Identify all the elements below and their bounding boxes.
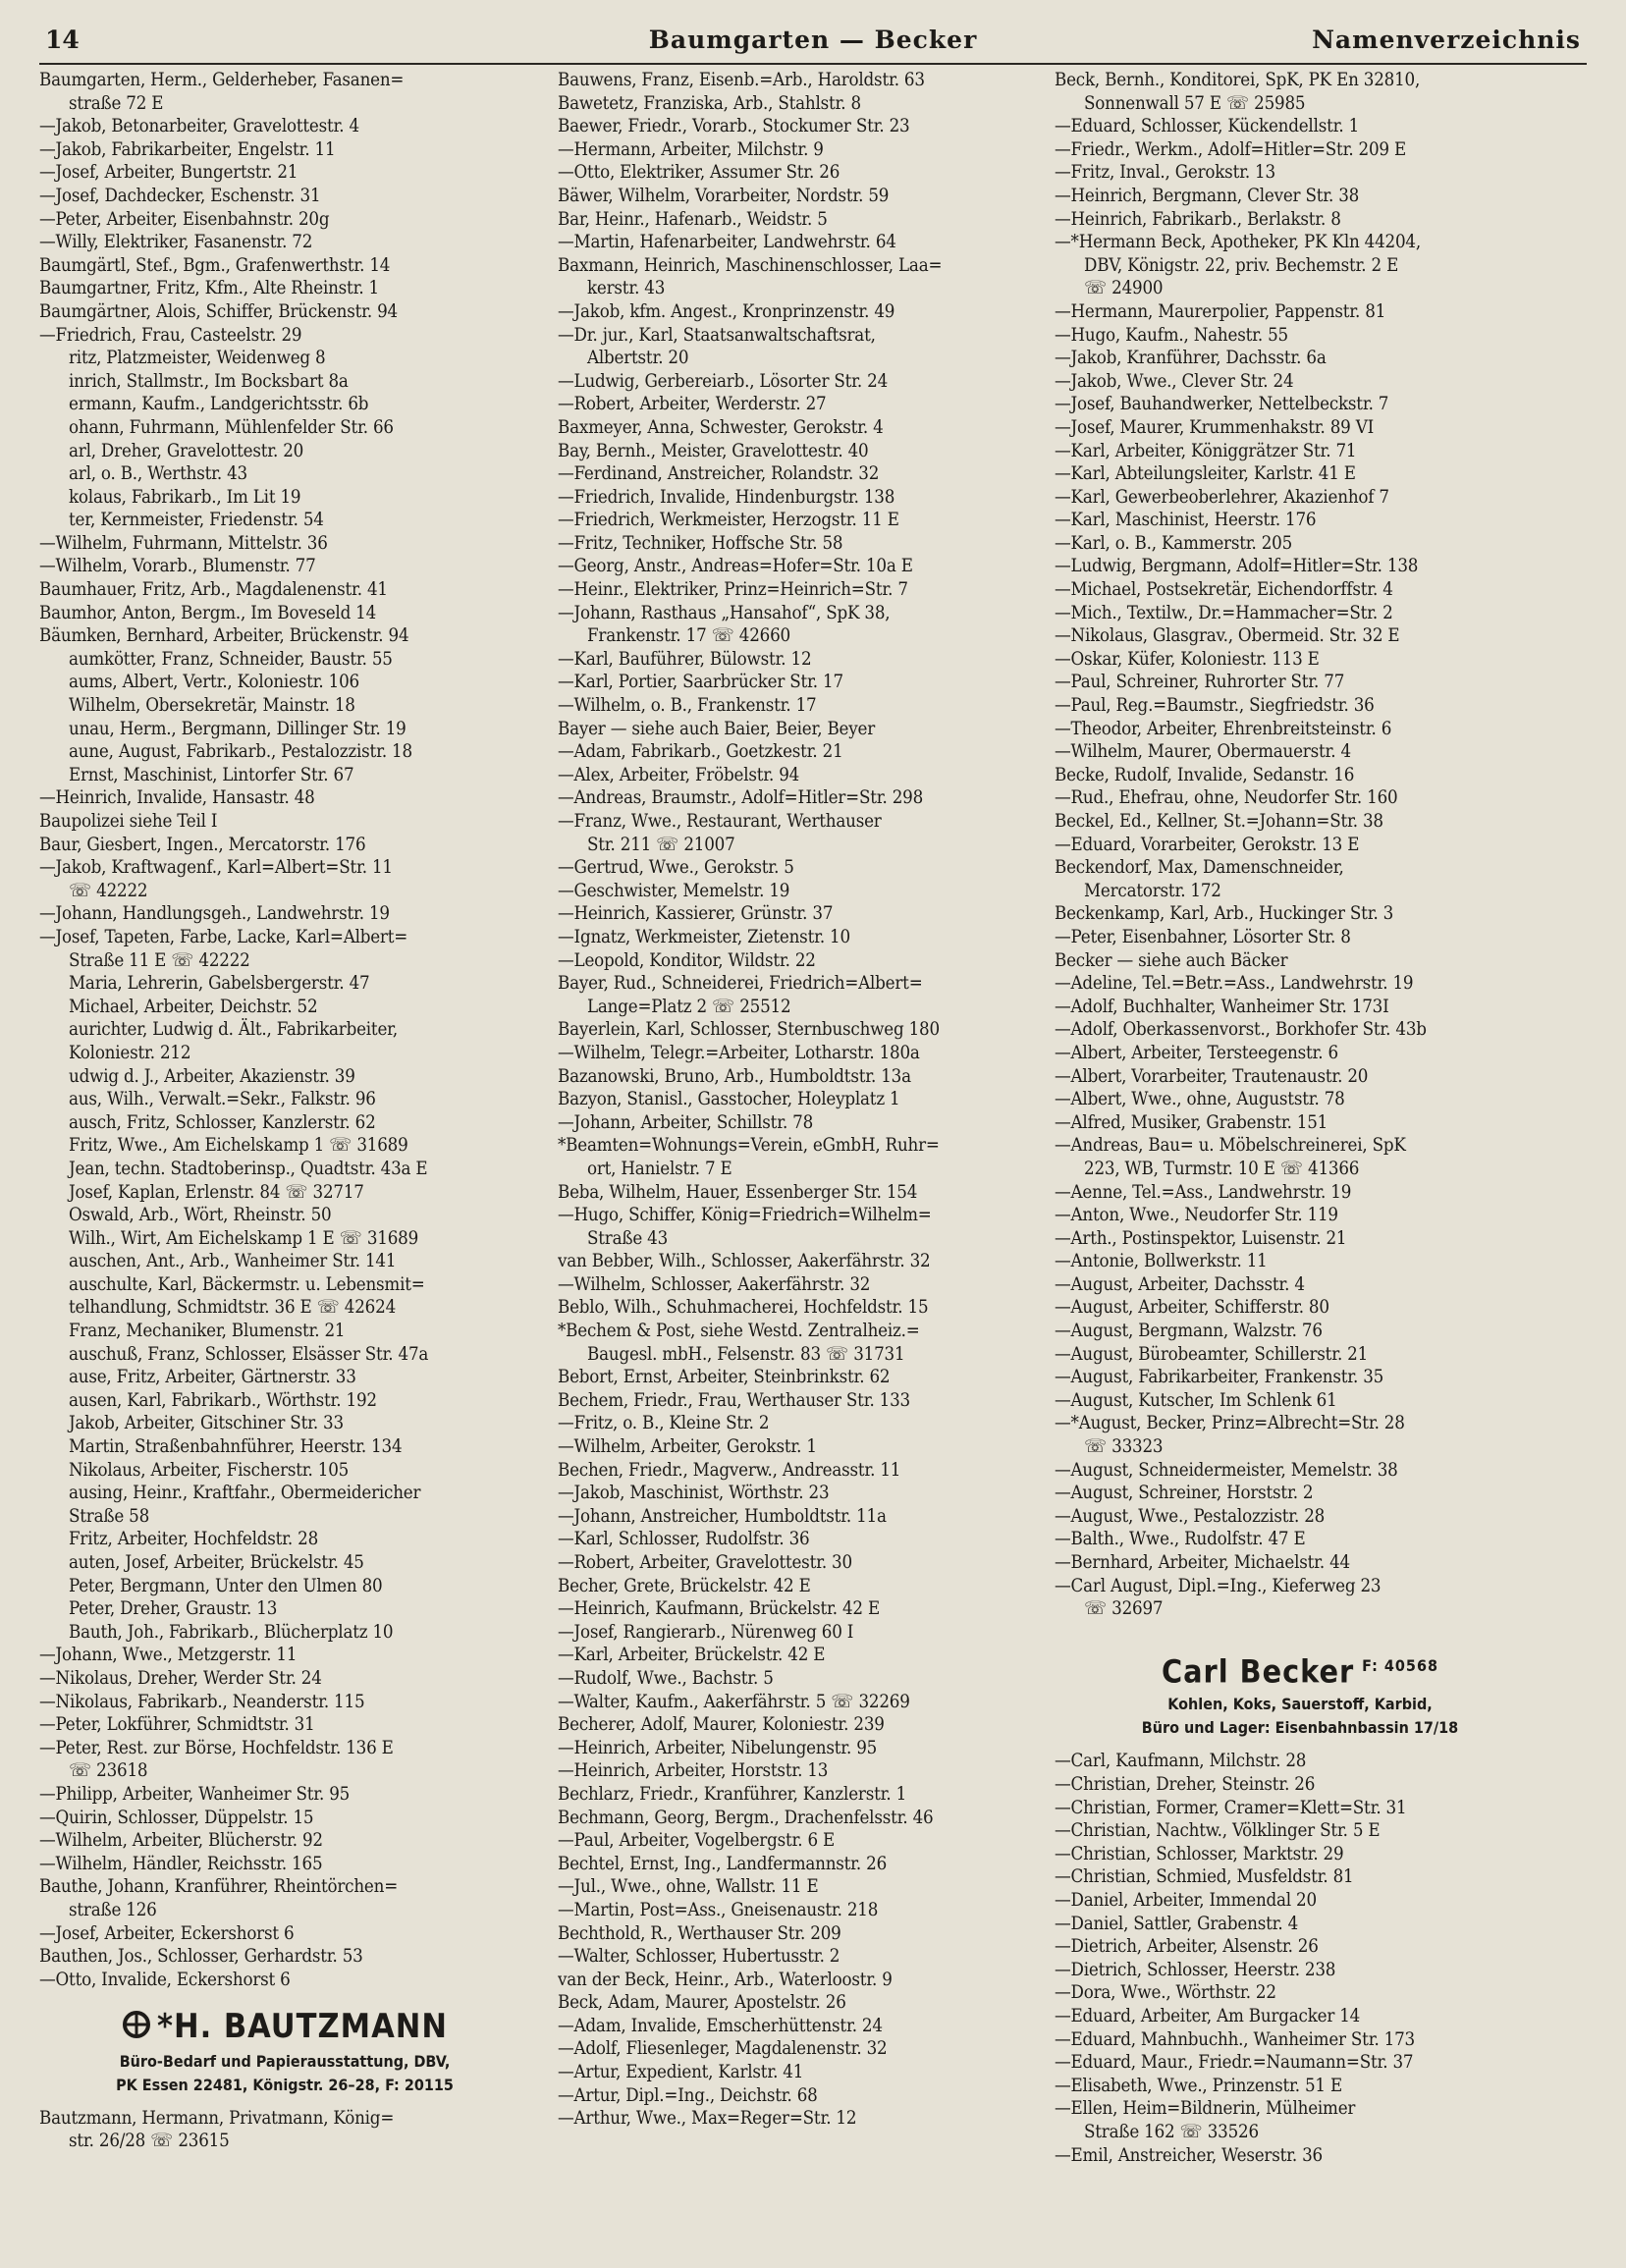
directory-entry: —Ignatz, Werkmeister, Zietenstr. 10: [558, 926, 850, 947]
directory-entry: —August, Kutscher, Im Schlenk 61: [1055, 1389, 1337, 1411]
directory-entry: —Antonie, Bollwerkstr. 11: [1055, 1251, 1268, 1272]
directory-entry: Bauthen, Jos., Schlosser, Gerhardstr. 53: [39, 1946, 363, 1968]
directory-entry: Beba, Wilhelm, Hauer, Essenberger Str. 154: [558, 1181, 918, 1203]
directory-entry: —Josef, Rangierarb., Nürenweg 60 I: [558, 1621, 854, 1643]
directory-entry: Bäumken, Bernhard, Arbeiter, Brückenstr. 94: [39, 625, 409, 647]
directory-entry: ☏ 32697: [1084, 1598, 1164, 1620]
directory-entry: —Heinrich, Arbeiter, Horststr. 13: [558, 1760, 829, 1782]
directory-entry: —Dora, Wwe., Wörthstr. 22: [1055, 1982, 1276, 2004]
directory-entry: Bechen, Friedr., Magverw., Andreasstr. 11: [558, 1459, 901, 1481]
directory-entry: —Karl, Arbeiter, Königgrätzer Str. 71: [1055, 440, 1357, 461]
directory-entry: Bawetetz, Franziska, Arb., Stahlstr. 8: [558, 92, 861, 114]
directory-entry: —Ludwig, Gerbereiarb., Lösorter Str. 24: [558, 370, 889, 392]
directory-entry: Bechthold, R., Werthauser Str. 209: [558, 1922, 841, 1944]
directory-entry: —Karl, Bauführer, Bülowstr. 12: [558, 648, 812, 670]
directory-column-3: [1055, 69, 1545, 2258]
directory-entry: Bechem, Friedr., Frau, Werthauser Str. 133: [558, 1389, 910, 1411]
directory-entry: aumkötter, Franz, Schneider, Baustr. 55: [69, 648, 393, 670]
directory-entry: —Quirin, Schlosser, Düppelstr. 15: [39, 1807, 314, 1828]
directory-entry: Becke, Rudolf, Invalide, Sedanstr. 16: [1055, 764, 1355, 785]
directory-entry: —Robert, Arbeiter, Gravelottestr. 30: [558, 1552, 852, 1573]
directory-entry: Straße 58: [69, 1505, 150, 1527]
directory-entry: Josef, Kaplan, Erlenstr. 84 ☏ 32717: [69, 1181, 364, 1203]
directory-entry: —Nikolaus, Dreher, Werder Str. 24: [39, 1667, 322, 1689]
directory-entry: van Bebber, Wilh., Schlosser, Aakerfährstr. 32: [558, 1251, 931, 1272]
directory-entry: Wilhelm, Obersekretär, Mainstr. 18: [69, 695, 355, 717]
directory-entry: —Arthur, Wwe., Max=Reger=Str. 12: [558, 2108, 857, 2130]
directory-entry: Becherer, Adolf, Maurer, Koloniestr. 239: [558, 1714, 885, 1736]
directory-entry: —Dietrich, Schlosser, Heerstr. 238: [1055, 1959, 1336, 1980]
directory-entry: Baewer, Friedr., Vorarb., Stockumer Str. 23: [558, 116, 910, 137]
directory-entry: —Karl, Abteilungsleiter, Karlstr. 41 E: [1055, 463, 1356, 485]
directory-entry: —Heinrich, Invalide, Hansastr. 48: [39, 787, 315, 809]
directory-entry: —Josef, Arbeiter, Bungertstr. 21: [39, 162, 298, 184]
ad-line-2: Büro und Lager: Eisenbahnbassin 17/18: [1141, 1718, 1459, 1738]
directory-entry: Baur, Giesbert, Ingen., Mercatorstr. 176: [39, 834, 366, 855]
directory-entry: —Jakob, kfm. Angest., Kronprinzenstr. 49: [558, 300, 895, 322]
directory-entry: —Friedrich, Frau, Casteelstr. 29: [39, 324, 302, 346]
directory-entry: Becker — siehe auch Bäcker: [1055, 949, 1288, 971]
directory-entry: Straße 11 E ☏ 42222: [69, 949, 250, 971]
directory-entry: —Heinrich, Bergmann, Clever Str. 38: [1055, 185, 1360, 206]
directory-entry: Albertstr. 20: [587, 348, 689, 369]
directory-entry: Bay, Bernh., Meister, Gravelottestr. 40: [558, 440, 869, 461]
directory-entry: Wilh., Wirt, Am Eichelskamp 1 E ☏ 31689: [69, 1227, 419, 1249]
directory-entry: —Peter, Eisenbahner, Lösorter Str. 8: [1055, 926, 1351, 947]
directory-entry: —Adolf, Fliesenleger, Magdalenenstr. 32: [558, 2038, 888, 2060]
directory-entry: —Eduard, Mahnbuchh., Wanheimer Str. 173: [1055, 2028, 1415, 2050]
directory-entry: —Wilhelm, Fuhrmann, Mittelstr. 36: [39, 532, 328, 554]
advertisement-bautzmann: [39, 1991, 530, 2107]
directory-entry: Fritz, Arbeiter, Hochfeldstr. 28: [69, 1529, 319, 1550]
directory-entry: Bauwens, Franz, Eisenb.=Arb., Haroldstr. 63: [558, 70, 925, 90]
header-section: Namenverzeichnis: [1312, 26, 1581, 54]
directory-entry: Koloniestr. 212: [69, 1042, 191, 1063]
directory-entry: Fritz, Wwe., Am Eichelskamp 1 ☏ 31689: [69, 1135, 408, 1157]
directory-entry: —Martin, Hafenarbeiter, Landwehrstr. 64: [558, 232, 896, 253]
directory-entry: Bechmann, Georg, Bergm., Drachenfelsstr. 46: [558, 1807, 934, 1828]
directory-entry: —Nikolaus, Glasgrav., Obermeid. Str. 32 E: [1055, 625, 1400, 647]
directory-entry: —Daniel, Arbeiter, Immendal 20: [1055, 1890, 1317, 1911]
directory-entry: —Willy, Elektriker, Fasanenstr. 72: [39, 232, 313, 253]
directory-entry: —Johann, Anstreicher, Humboldtstr. 11a: [558, 1505, 887, 1527]
directory-entry: —Elisabeth, Wwe., Prinzenstr. 51 E: [1055, 2075, 1342, 2096]
directory-entry: —Adam, Invalide, Emscherhüttenstr. 24: [558, 2015, 883, 2036]
directory-entry: Beckel, Ed., Kellner, St.=Johann=Str. 38: [1055, 811, 1383, 832]
directory-entry: —Otto, Invalide, Eckershorst 6: [39, 1969, 291, 1990]
directory-entry: unau, Herm., Bergmann, Dillinger Str. 19: [69, 718, 406, 739]
directory-entry: —Jakob, Wwe., Clever Str. 24: [1055, 370, 1294, 392]
directory-entry: —Nikolaus, Fabrikarb., Neanderstr. 115: [39, 1691, 365, 1712]
directory-entry: Straße 162 ☏ 33526: [1084, 2121, 1259, 2142]
directory-entry: —August, Bergmann, Walzstr. 76: [1055, 1321, 1323, 1342]
directory-entry: Maria, Lehrerin, Gabelsbergerstr. 47: [69, 973, 370, 995]
directory-entry: —Arth., Postinspektor, Luisenstr. 21: [1055, 1227, 1347, 1249]
directory-entry: —Wilhelm, Händler, Reichsstr. 165: [39, 1853, 323, 1874]
directory-entry: —August, Schneidermeister, Memelstr. 38: [1055, 1459, 1398, 1481]
directory-entry: Nikolaus, Arbeiter, Fischerstr. 105: [69, 1459, 350, 1481]
directory-entry: Bechtel, Ernst, Ing., Landfermannstr. 26: [558, 1853, 888, 1874]
directory-entry: Mercatorstr. 172: [1084, 880, 1221, 901]
directory-entry: —Fritz, o. B., Kleine Str. 2: [558, 1413, 770, 1434]
ad-line-2: PK Essen 22481, Königstr. 26–28, F: 20115: [116, 2075, 454, 2094]
ad-title: Carl Becker: [1162, 1652, 1355, 1691]
directory-entry: —Artur, Expedient, Karlstr. 41: [558, 2062, 804, 2083]
directory-entry: —Johann, Rasthaus „Hansahof“, SpK 38,: [558, 602, 891, 623]
ad-line-1: Büro-Bedarf und Papierausstattung, DBV,: [119, 2051, 451, 2071]
directory-entry: —Christian, Schmied, Musfeldstr. 81: [1055, 1866, 1354, 1888]
directory-entry: —Christian, Nachtw., Völklinger Str. 5 E: [1055, 1820, 1381, 1842]
directory-entry: Ernst, Maschinist, Lintorfer Str. 67: [69, 764, 354, 785]
directory-entry: —Geschwister, Memelstr. 19: [558, 880, 790, 901]
directory-entry: —Christian, Dreher, Steinstr. 26: [1055, 1774, 1316, 1796]
directory-entry: —August, Bürobeamter, Schillerstr. 21: [1055, 1343, 1369, 1365]
directory-entry: udwig d. J., Arbeiter, Akazienstr. 39: [69, 1065, 355, 1087]
directory-entry: —Heinr., Elektriker, Prinz=Heinrich=Str. 7: [558, 579, 908, 601]
directory-entry: —Josef, Maurer, Krummenhakstr. 89 VI: [1055, 416, 1374, 438]
directory-entry: —Albert, Vorarbeiter, Trautenaustr. 20: [1055, 1065, 1369, 1087]
directory-entry: —Jakob, Betonarbeiter, Gravelottestr. 4: [39, 116, 359, 137]
directory-entry: Lange=Platz 2 ☏ 25512: [587, 996, 791, 1017]
directory-entry: —Walter, Kaufm., Aakerfährstr. 5 ☏ 32269: [558, 1691, 910, 1712]
directory-entry: Baumgarten, Herm., Gelderheber, Fasanen=: [39, 70, 405, 90]
directory-entry: —Josef, Tapeten, Farbe, Lacke, Karl=Albert=: [39, 926, 408, 947]
directory-entry: Bayerlein, Karl, Schlosser, Sternbuschweg 180: [558, 1019, 940, 1041]
directory-entry: —August, Wwe., Pestalozzistr. 28: [1055, 1505, 1326, 1527]
directory-entry: Peter, Dreher, Graustr. 13: [69, 1598, 278, 1620]
directory-entry: Bazanowski, Bruno, Arb., Humboldtstr. 13a: [558, 1065, 911, 1087]
directory-entry: inrich, Stallmstr., Im Bocksbart 8a: [69, 370, 349, 392]
directory-entry: —Peter, Arbeiter, Eisenbahnstr. 20g: [39, 208, 330, 230]
directory-entry: Bayer — siehe auch Baier, Beier, Beyer: [558, 718, 876, 739]
directory-entry: —Philipp, Arbeiter, Wanheimer Str. 95: [39, 1783, 351, 1805]
directory-entry: —Rudolf, Wwe., Bachstr. 5: [558, 1667, 774, 1689]
directory-entry: str. 26/28 ☏ 23615: [69, 2131, 230, 2152]
directory-entry: —Karl, o. B., Kammerstr. 205: [1055, 532, 1293, 554]
directory-entry: —Paul, Schreiner, Ruhrorter Str. 77: [1055, 672, 1345, 693]
directory-entry: —Heinrich, Kassierer, Grünstr. 37: [558, 903, 834, 925]
directory-entry: Bebort, Ernst, Arbeiter, Steinbrinkstr. 62: [558, 1367, 891, 1388]
directory-entry: Beck, Bernh., Konditorei, SpK, PK En 32810,: [1055, 70, 1421, 90]
directory-entry: —Franz, Wwe., Restaurant, Werthauser: [558, 811, 882, 832]
directory-entry: —Wilhelm, o. B., Frankenstr. 17: [558, 695, 817, 717]
directory-entry: ☏ 24900: [1084, 278, 1164, 299]
directory-entry: telhandlung, Schmidtstr. 36 E ☏ 42624: [69, 1297, 397, 1319]
directory-entry: ause, Fritz, Arbeiter, Gärtnerstr. 33: [69, 1367, 356, 1388]
directory-entry: aus, Wilh., Verwalt.=Sekr., Falkstr. 96: [69, 1089, 376, 1110]
directory-entry: —Johann, Handlungsgeh., Landwehrstr. 19: [39, 903, 390, 925]
directory-entry: auten, Josef, Arbeiter, Brückelstr. 45: [69, 1552, 364, 1573]
directory-entry: —Wilhelm, Vorarb., Blumenstr. 77: [39, 556, 316, 577]
directory-entry: —Michael, Postsekretär, Eichendorffstr. 4: [1055, 579, 1393, 601]
directory-entry: —Robert, Arbeiter, Werderstr. 27: [558, 394, 827, 415]
directory-entry: Sonnenwall 57 E ☏ 25985: [1084, 92, 1306, 114]
directory-entry: ☏ 33323: [1084, 1436, 1164, 1458]
directory-entry: Peter, Bergmann, Unter den Ulmen 80: [69, 1575, 383, 1596]
directory-entry: Str. 211 ☏ 21007: [587, 834, 735, 855]
directory-entry: —Friedrich, Werkmeister, Herzogstr. 11 E: [558, 510, 899, 531]
directory-entry: arl, o. B., Werthstr. 43: [69, 463, 247, 485]
directory-entry: ermann, Kaufm., Landgerichtsstr. 6b: [69, 394, 369, 415]
directory-entry: ausch, Fritz, Schlosser, Kanzlerstr. 62: [69, 1111, 376, 1133]
directory-entry: auschen, Ant., Arb., Wanheimer Str. 141: [69, 1251, 397, 1272]
directory-entry: ohann, Fuhrmann, Mühlenfelder Str. 66: [69, 416, 394, 438]
directory-entry: —Fritz, Inval., Gerokstr. 13: [1055, 162, 1275, 184]
directory-entry: —Josef, Arbeiter, Eckershorst 6: [39, 1922, 295, 1944]
directory-entry: auschuß, Franz, Schlosser, Elsässer Str. 47a: [69, 1343, 429, 1365]
directory-entry: —Wilhelm, Schlosser, Aakerfährstr. 32: [558, 1273, 871, 1295]
directory-entry: —Adam, Fabrikarb., Goetzkestr. 21: [558, 741, 843, 763]
directory-entry: Baumgärtl, Stef., Bgm., Grafenwerthstr. 14: [39, 254, 391, 276]
directory-entry: —Adolf, Buchhalter, Wanheimer Str. 173I: [1055, 996, 1389, 1017]
directory-entry: —August, Schreiner, Horststr. 2: [1055, 1483, 1314, 1504]
directory-entry: —Artur, Dipl.=Ing., Deichstr. 68: [558, 2084, 818, 2106]
directory-entry: —Hugo, Schiffer, König=Friedrich=Wilhelm=: [558, 1205, 932, 1226]
directory-entry: —Wilhelm, Maurer, Obermauerstr. 4: [1055, 741, 1351, 763]
directory-entry: kolaus, Fabrikarb., Im Lit 19: [69, 486, 301, 508]
directory-entry: Franz, Mechaniker, Blumenstr. 21: [69, 1321, 346, 1342]
directory-entry: Bazyon, Stanisl., Gasstocher, Holeyplatz 1: [558, 1089, 900, 1110]
directory-entry: ausen, Karl, Fabrikarb., Wörthstr. 192: [69, 1389, 377, 1411]
directory-entry: aune, August, Fabrikarb., Pestalozzistr. 18: [69, 741, 412, 763]
directory-entry: —Andreas, Braumstr., Adolf=Hitler=Str. 298: [558, 787, 924, 809]
directory-entry: *Beamten=Wohnungs=Verein, eGmbH, Ruhr=: [558, 1135, 940, 1157]
directory-entry: —Leopold, Konditor, Wildstr. 22: [558, 949, 816, 971]
directory-entry: —Mich., Textilw., Dr.=Hammacher=Str. 2: [1055, 602, 1393, 623]
ad-line-1: Kohlen, Koks, Sauerstoff, Karbid,: [1167, 1695, 1433, 1714]
ad-title: *H. BAUTZMANN: [157, 2007, 448, 2047]
directory-entry: —Dr. jur., Karl, Staatsanwaltschaftsrat,: [558, 324, 876, 346]
directory-entry: —Albert, Arbeiter, Tersteegenstr. 6: [1055, 1042, 1338, 1063]
directory-entry: Bayer, Rud., Schneiderei, Friedrich=Albert=: [558, 973, 923, 995]
directory-entry: —Otto, Elektriker, Assumer Str. 26: [558, 162, 840, 184]
directory-entry: —Friedrich, Invalide, Hindenburgstr. 138: [558, 486, 895, 508]
directory-entry: —Peter, Rest. zur Börse, Hochfeldstr. 136 E: [39, 1737, 394, 1758]
directory-entry: —Ludwig, Bergmann, Adolf=Hitler=Str. 138: [1055, 556, 1419, 577]
directory-entry: —Karl, Arbeiter, Brückelstr. 42 E: [558, 1645, 826, 1666]
directory-entry: —Martin, Post=Ass., Gneisenaustr. 218: [558, 1899, 879, 1920]
directory-entry: straße 72 E: [69, 92, 164, 114]
directory-entry: —Paul, Reg.=Baumstr., Siegfriedstr. 36: [1055, 695, 1375, 717]
directory-column-2: [558, 69, 1049, 2258]
directory-entry: Bar, Heinr., Hafenarb., Weidstr. 5: [558, 208, 828, 230]
directory-entry: —Dietrich, Arbeiter, Alsenstr. 26: [1055, 1936, 1319, 1958]
directory-entry: Baxmeyer, Anna, Schwester, Gerokstr. 4: [558, 416, 884, 438]
directory-entry: —Jakob, Kraftwagenf., Karl=Albert=Str. 11: [39, 857, 393, 879]
directory-entry: —Rud., Ehefrau, ohne, Neudorfer Str. 160: [1055, 787, 1398, 809]
directory-entry: —Carl August, Dipl.=Ing., Kieferweg 23: [1055, 1575, 1382, 1596]
directory-entry: ort, Hanielstr. 7 E: [587, 1158, 732, 1179]
directory-entry: —Carl, Kaufmann, Milchstr. 28: [1055, 1751, 1307, 1772]
directory-entry: —Wilhelm, Arbeiter, Gerokstr. 1: [558, 1436, 817, 1458]
directory-entry: —Josef, Bauhandwerker, Nettelbeckstr. 7: [1055, 394, 1389, 415]
directory-entry: —Emil, Anstreicher, Weserstr. 36: [1055, 2144, 1323, 2166]
directory-entry: —Bernhard, Arbeiter, Michaelstr. 44: [1055, 1552, 1350, 1573]
company-logo-icon: [122, 2007, 151, 2050]
directory-entry: Beckendorf, Max, Damenschneider,: [1055, 857, 1344, 879]
directory-entry: Straße 43: [587, 1227, 669, 1249]
directory-entry: —Johann, Arbeiter, Schillstr. 78: [558, 1111, 814, 1133]
directory-entry: arl, Dreher, Gravelottestr. 20: [69, 440, 304, 461]
directory-entry: —Heinrich, Fabrikarb., Berlakstr. 8: [1055, 208, 1341, 230]
directory-entry: —Alex, Arbeiter, Fröbelstr. 94: [558, 764, 800, 785]
directory-entry: —Karl, Portier, Saarbrücker Str. 17: [558, 672, 843, 693]
directory-entry: kerstr. 43: [587, 278, 666, 299]
directory-entry: straße 126: [69, 1899, 157, 1920]
directory-entry: Baupolizei siehe Teil I: [39, 811, 218, 832]
directory-entry: —Andreas, Bau= u. Möbelschreinerei, SpK: [1055, 1135, 1406, 1157]
directory-entry: Jakob, Arbeiter, Gitschiner Str. 33: [69, 1413, 344, 1434]
directory-entry: —Heinrich, Arbeiter, Nibelungenstr. 95: [558, 1737, 878, 1758]
advertisement-carl-becker: [1055, 1621, 1545, 1751]
directory-entry: —Alfred, Musiker, Grabenstr. 151: [1055, 1111, 1328, 1133]
directory-entry: —Eduard, Schlosser, Kückendellstr. 1: [1055, 116, 1360, 137]
directory-entry: —Aenne, Tel.=Ass., Landwehrstr. 19: [1055, 1181, 1352, 1203]
directory-entry: ausing, Heinr., Kraftfahr., Obermeidericher: [69, 1483, 421, 1504]
directory-entry: aurichter, Ludwig d. Ält., Fabrikarbeiter,: [69, 1019, 399, 1041]
directory-entry: —Eduard, Arbeiter, Am Burgacker 14: [1055, 2005, 1361, 2026]
directory-entry: Bäwer, Wilhelm, Vorarbeiter, Nordstr. 59: [558, 185, 890, 206]
directory-entry: —Karl, Schlosser, Rudolfstr. 36: [558, 1529, 810, 1550]
directory-entry: —Wilhelm, Arbeiter, Blücherstr. 92: [39, 1830, 323, 1852]
directory-entry: —Jakob, Kranführer, Dachsstr. 6a: [1055, 348, 1327, 369]
directory-entry: Baumgartner, Fritz, Kfm., Alte Rheinstr. 1: [39, 278, 379, 299]
directory-entry: Baumgärtner, Alois, Schiffer, Brückenstr. 94: [39, 300, 398, 322]
directory-entry: —Christian, Schlosser, Marktstr. 29: [1055, 1843, 1344, 1864]
directory-entry: DBV, Königstr. 22, priv. Bechemstr. 2 E: [1084, 254, 1399, 276]
directory-entry: Bautzmann, Hermann, Privatmann, König=: [39, 2107, 395, 2129]
directory-entry: —Peter, Lokführer, Schmidtstr. 31: [39, 1714, 315, 1736]
directory-entry: Baumhor, Anton, Bergm., Im Boveseld 14: [39, 602, 377, 623]
header-range: Baumgarten — Becker: [648, 26, 978, 54]
directory-entry: Beck, Adam, Maurer, Apostelstr. 26: [558, 1992, 846, 2014]
directory-entry: auschulte, Karl, Bäckermstr. u. Lebensmit=: [69, 1273, 425, 1295]
directory-entry: —Christian, Former, Cramer=Klett=Str. 31: [1055, 1797, 1407, 1818]
directory-entry: —Friedr., Werkm., Adolf=Hitler=Str. 209 E: [1055, 138, 1406, 160]
directory-entry: —Ellen, Heim=Bildnerin, Mülheimer: [1055, 2098, 1356, 2120]
directory-entry: —Fritz, Techniker, Hoffsche Str. 58: [558, 532, 843, 554]
directory-column-1: [39, 69, 530, 2258]
directory-entry: *Bechem & Post, siehe Westd. Zentralheiz.=: [558, 1321, 920, 1342]
directory-entry: —Theodor, Arbeiter, Ehrenbreitsteinstr. 6: [1055, 718, 1392, 739]
directory-entry: —Oskar, Küfer, Koloniestr. 113 E: [1055, 648, 1320, 670]
directory-entry: —Hermann, Arbeiter, Milchstr. 9: [558, 138, 824, 160]
directory-entry: 223, WB, Turmstr. 10 E ☏ 41366: [1084, 1158, 1360, 1179]
directory-entry: —Balth., Wwe., Rudolfstr. 47 E: [1055, 1529, 1306, 1550]
directory-entry: Martin, Straßenbahnführer, Heerstr. 134: [69, 1436, 403, 1458]
directory-entry: —Daniel, Sattler, Grabenstr. 4: [1055, 1913, 1299, 1934]
directory-entry: —Hugo, Kaufm., Nahestr. 55: [1055, 324, 1288, 346]
directory-entry: Bauthe, Johann, Kranführer, Rheintörchen=: [39, 1876, 399, 1898]
directory-entry: Becher, Grete, Brückelstr. 42 E: [558, 1575, 811, 1596]
directory-entry: Baumhauer, Fritz, Arb., Magdalenenstr. 41: [39, 579, 388, 601]
directory-entry: —Anton, Wwe., Neudorfer Str. 119: [1055, 1205, 1338, 1226]
directory-entry: Baugesl. mbH., Felsenstr. 83 ☏ 31731: [587, 1343, 905, 1365]
directory-entry: —*August, Becker, Prinz=Albrecht=Str. 28: [1055, 1413, 1405, 1434]
directory-entry: aums, Albert, Vertr., Koloniestr. 106: [69, 672, 359, 693]
directory-entry: —Johann, Wwe., Metzgerstr. 11: [39, 1645, 298, 1666]
directory-entry: Bauth, Joh., Fabrikarb., Blücherplatz 10: [69, 1621, 394, 1643]
directory-entry: —Georg, Anstr., Andreas=Hofer=Str. 10a E: [558, 556, 913, 577]
directory-entry: Beckenkamp, Karl, Arb., Huckinger Str. 3: [1055, 903, 1394, 925]
directory-entry: ☏ 23618: [69, 1760, 148, 1782]
directory-entry: Beblo, Wilh., Schuhmacherei, Hochfeldstr. 15: [558, 1297, 929, 1319]
directory-entry: —Albert, Wwe., ohne, Auguststr. 78: [1055, 1089, 1345, 1110]
directory-entry: ritz, Platzmeister, Weidenweg 8: [69, 348, 326, 369]
page-header: [39, 20, 1587, 65]
directory-entry: —Wilhelm, Telegr.=Arbeiter, Lotharstr. 180a: [558, 1042, 920, 1063]
directory-entry: —Jakob, Fabrikarbeiter, Engelstr. 11: [39, 138, 336, 160]
directory-entry: ter, Kernmeister, Friedenstr. 54: [69, 510, 324, 531]
directory-entry: —Karl, Gewerbeoberlehrer, Akazienhof 7: [1055, 486, 1389, 508]
directory-entry: —Eduard, Maur., Friedr.=Naumann=Str. 37: [1055, 2052, 1414, 2074]
directory-entry: Frankenstr. 17 ☏ 42660: [587, 625, 790, 647]
directory-entry: —Adeline, Tel.=Betr.=Ass., Landwehrstr. 19: [1055, 973, 1414, 995]
directory-entry: —Eduard, Vorarbeiter, Gerokstr. 13 E: [1055, 834, 1360, 855]
directory-entry: —Josef, Dachdecker, Eschenstr. 31: [39, 185, 321, 206]
directory-entry: —Adolf, Oberkassenvorst., Borkhofer Str. 43b: [1055, 1019, 1427, 1041]
directory-entry: Jean, techn. Stadtoberinsp., Quadtstr. 43a E: [69, 1158, 428, 1179]
directory-entry: —*Hermann Beck, Apotheker, PK Kln 44204,: [1055, 232, 1421, 253]
directory-entry: —August, Arbeiter, Dachsstr. 4: [1055, 1273, 1305, 1295]
directory-entry: —August, Fabrikarbeiter, Frankenstr. 35: [1055, 1367, 1384, 1388]
directory-entry: Baxmann, Heinrich, Maschinenschlosser, Laa=: [558, 254, 943, 276]
directory-entry: —Walter, Schlosser, Hubertusstr. 2: [558, 1946, 840, 1968]
directory-entry: —Jakob, Maschinist, Wörthstr. 23: [558, 1483, 830, 1504]
directory-entry: —August, Arbeiter, Schifferstr. 80: [1055, 1297, 1329, 1319]
page-number: 14: [45, 26, 80, 54]
directory-entry: —Heinrich, Kaufmann, Brückelstr. 42 E: [558, 1598, 880, 1620]
directory-entry: —Paul, Arbeiter, Vogelbergstr. 6 E: [558, 1830, 836, 1852]
directory-entry: ☏ 42222: [69, 880, 148, 901]
directory-entry: —Karl, Maschinist, Heerstr. 176: [1055, 510, 1317, 531]
directory-entry: Oswald, Arb., Wört, Rheinstr. 50: [69, 1205, 332, 1226]
directory-entry: —Hermann, Maurerpolier, Pappenstr. 81: [1055, 300, 1386, 322]
directory-entry: van der Beck, Heinr., Arb., Waterloostr. 9: [558, 1969, 893, 1990]
directory-entry: —Gertrud, Wwe., Gerokstr. 5: [558, 857, 794, 879]
ad-phone: F: 40568: [1362, 1655, 1438, 1675]
directory-entry: Bechlarz, Friedr., Kranführer, Kanzlerstr. 1: [558, 1783, 907, 1805]
directory-entry: —Jul., Wwe., ohne, Wallstr. 11 E: [558, 1876, 819, 1898]
directory-entry: —Ferdinand, Anstreicher, Rolandstr. 32: [558, 463, 880, 485]
directory-entry: Michael, Arbeiter, Deichstr. 52: [69, 996, 318, 1017]
